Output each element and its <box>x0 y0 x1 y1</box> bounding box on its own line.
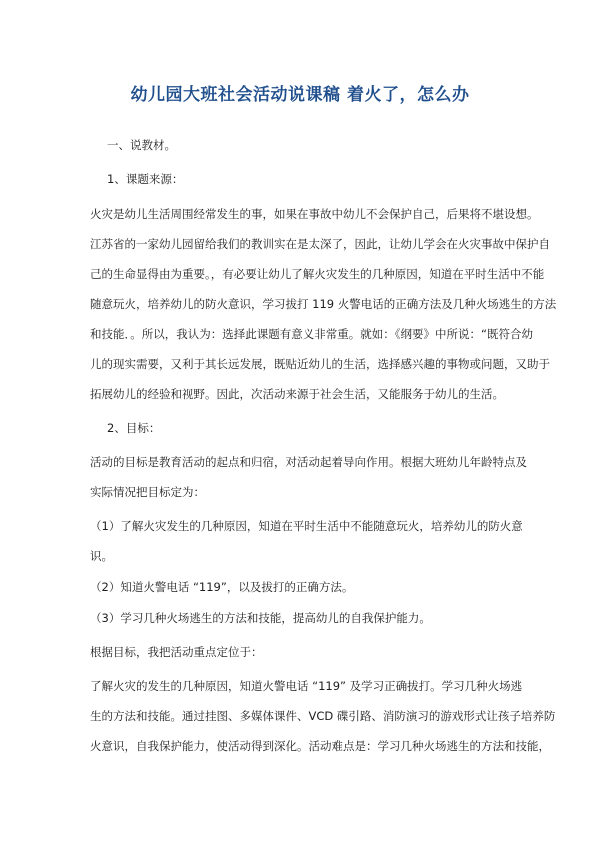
goal-item-2: （2）知道火警电话 “119”，以及拔打的正确方法。 <box>90 580 354 594</box>
goal-item-3: （3）学习几种火场逃生的方法和技能，提高幼儿的自我保护能力。 <box>90 611 431 625</box>
subheading-topic-source: 1、课题来源： <box>107 172 184 186</box>
paragraph-line: 火灾是幼儿生活周围经常发生的事，如果在事故中幼儿不会保护自己，后果将不堪设想。 <box>90 207 539 221</box>
paragraph-line: 根据目标，我把活动重点定位于： <box>90 645 263 659</box>
paragraph-line: 儿的现实需要，又利于其长远发展，既贴近幼儿的生活，选择感兴趣的事物或问题，又助于 <box>90 357 550 371</box>
paragraph-line: 己的生命显得由为重要。，有必要让幼儿了解火灾发生的几种原因，知道在平时生活中不能 <box>90 267 545 281</box>
paragraph-line: 生的方法和技能。通过挂图、多媒体课件、VCD 碟引路、消防演习的游戏形式让孩子培养防 <box>90 709 556 723</box>
paragraph-line: 和技能．。所以，我认为：选择此课题有意义非常重。就如：《纲要》中所说：“既符合幼 <box>90 327 533 341</box>
paragraph-line: 了解火灾的发生的几种原因，知道火警电话 “119” 及学习正确拔打。学习几种火场逃 <box>90 679 523 693</box>
section-heading-teaching-material: 一、说教材。 <box>107 138 176 152</box>
subheading-goals: 2、目标： <box>107 421 161 435</box>
paragraph-line: 活动的目标是教育活动的起点和归宿，对活动起着导向作用。根据大班幼儿年龄特点及 <box>90 455 527 469</box>
paragraph-line: 拓展幼儿的经验和视野。因此，次活动来源于社会生活，又能服务于幼儿的生活。 <box>90 387 504 401</box>
paragraph-line: 随意玩火，培养幼儿的防火意识，学习拔打 119 火警电话的正确方法及几种火场逃生的方法 <box>90 297 557 311</box>
goal-item-1: （1）了解火灾发生的几种原因，知道在平时生活中不能随意玩火，培养幼儿的防火意 <box>90 519 523 533</box>
document-title: 幼儿园大班社会活动说课稿 着火了，怎么办 <box>130 85 470 105</box>
paragraph-line: 火意识，自我保护能力，使活动得到深化。活动难点是：学习几种火场逃生的方法和技能， <box>90 739 550 753</box>
paragraph-line: 实际情况把目标定为： <box>90 485 205 499</box>
paragraph-line: 江苏省的一家幼儿园留给我们的教训实在是太深了，因此，让幼儿学会在火灾事故中保护自 <box>90 237 550 251</box>
goal-item-1-continued: 识。 <box>90 549 113 563</box>
